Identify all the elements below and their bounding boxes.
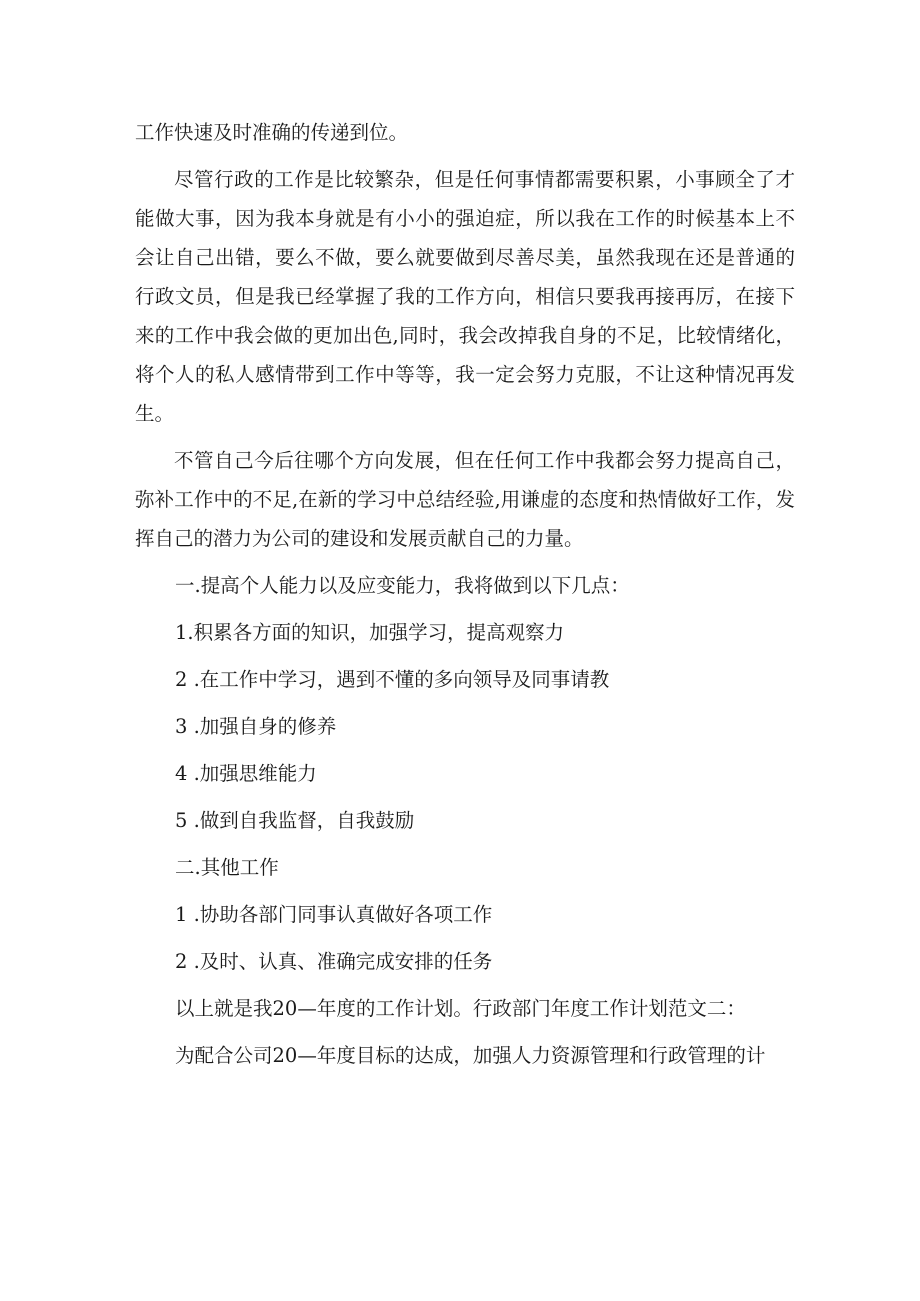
- document-body: [135, 113, 795, 1083]
- section-heading-2: 二.其他工作: [175, 856, 279, 879]
- section-heading-1: 一.提高个人能力以及应变能力，我将做到以下几点：: [175, 574, 630, 597]
- closing-line: 以上就是我20—年度的工作计划。行政部门年度工作计划范文二：: [175, 997, 746, 1020]
- next-section-opening: 为配合公司20—年度目标的达成，加强人力资源管理和行政管理的计: [175, 1044, 766, 1067]
- paragraph-2: 尽管行政的工作是比较繁杂，但是任何事情都需要积累，小事顾全了才能做大事，因为我本身就是有小小的强迫症，所以我在工作的时候基本上不会让自己出错，要么不做，要么就要做到尽善尽美，虽然我现在还是普通的行政文员，但是我已经掌握了我的工作方向，相信只要我再接再厉，在接下来的工作中我会做的更加出色,同时，我会改掉我自身的不足，比较情绪化，将个人的私人感情带到工作中等等，我一定会努力克服，不让这种情况再发生。: [135, 168, 795, 425]
- list-item: 1 .协助各部门同事认真做好各项工作: [175, 903, 493, 926]
- list-item: 4 .加强思维能力: [175, 762, 317, 785]
- list-item: 3 .加强自身的修养: [175, 715, 337, 738]
- list-item: 5 .做到自我监督，自我鼓励: [175, 809, 415, 832]
- list-item: 1.积累各方面的知识，加强学习，提高观察力: [175, 621, 565, 644]
- list-item: 2 .在工作中学习，遇到不懂的多向领导及同事请教: [175, 668, 610, 691]
- list-item: 2 .及时、认真、准确完成安排的任务: [175, 950, 493, 973]
- paragraph-1: 工作快速及时准确的传递到位。: [135, 121, 409, 144]
- paragraph-3: 不管自己今后往哪个方向发展，但在任何工作中我都会努力提高自己，弥补工作中的不足,在新的学习中总结经验,用谦虚的态度和热情做好工作，发挥自己的潜力为公司的建设和发展贡献自己的力量。: [135, 449, 795, 550]
